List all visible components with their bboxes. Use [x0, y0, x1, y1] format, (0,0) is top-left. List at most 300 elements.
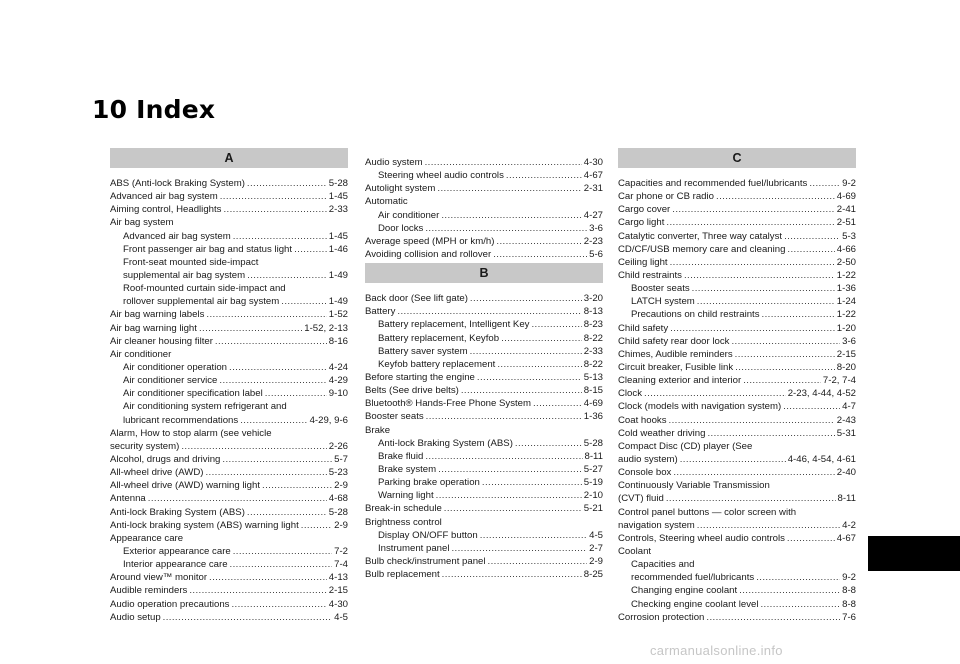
- entry-page-ref: 4-30: [583, 157, 603, 168]
- entry-page-ref: 3-6: [589, 222, 603, 234]
- entry-term: Appearance care: [110, 532, 184, 544]
- entry-page-ref: 4-5: [589, 529, 603, 541]
- index-entry: [365, 358, 603, 371]
- entry-page-ref: 5-28: [328, 178, 348, 189]
- entry-term: Cleaning exterior and interior: [618, 375, 742, 387]
- entry-page-ref: 8-15: [583, 385, 603, 397]
- entry-term: LATCH system: [631, 296, 695, 308]
- entry-term: Clock (models with navigation system): [618, 401, 782, 413]
- index-entry: [365, 529, 603, 542]
- entry-term: All-wheel drive (AWD): [110, 467, 204, 479]
- dot-leader: [426, 410, 582, 423]
- index-entry: [618, 243, 856, 256]
- entry-term: Audio system: [365, 157, 423, 168]
- entry-page-ref: 2-51: [836, 217, 856, 229]
- dot-leader: [482, 476, 582, 489]
- entry-page-ref: 2-31: [583, 183, 603, 195]
- index-entry: [618, 308, 856, 321]
- dot-leader: [148, 492, 327, 505]
- entry-term: Aiming control, Headlights: [110, 204, 222, 216]
- entry-term: Alcohol, drugs and driving: [110, 453, 221, 465]
- entry-term: Child safety: [618, 322, 669, 334]
- dot-leader: [533, 397, 582, 410]
- index-entry: [365, 156, 603, 169]
- entry-term: Battery replacement, Intelligent Key: [378, 319, 530, 331]
- entry-term: Cargo cover: [618, 204, 671, 216]
- index-entry: [110, 558, 348, 571]
- entry-page-ref: 8-25: [583, 569, 603, 581]
- entry-term: CD/CF/USB memory care and cleaning: [618, 243, 786, 255]
- index-heading: [618, 558, 856, 571]
- entry-term: Compact Disc (CD) player (See: [618, 440, 753, 452]
- entry-page-ref: 5-28: [328, 506, 348, 518]
- entry-page-ref: 5-27: [583, 463, 603, 475]
- index-entry: [365, 384, 603, 397]
- index-entry: [365, 292, 603, 305]
- entry-term: Average speed (MPH or km/h): [365, 235, 495, 247]
- index-entry: [110, 177, 348, 190]
- entry-page-ref: 1-36: [583, 411, 603, 423]
- dot-leader: [451, 542, 587, 555]
- entry-term: Bulb replacement: [365, 569, 440, 581]
- entry-page-ref: 8-22: [583, 358, 603, 370]
- section-header: C: [618, 148, 856, 168]
- dot-leader: [531, 318, 581, 331]
- index-entry: [110, 295, 348, 308]
- entry-term: security system): [110, 440, 180, 452]
- entry-term: Alarm, How to stop alarm (see vehicle: [110, 427, 272, 439]
- dot-leader: [501, 332, 582, 345]
- section-header: B: [365, 263, 603, 283]
- index-entry: [618, 269, 856, 282]
- dot-leader: [506, 169, 582, 182]
- index-entry: [110, 545, 348, 558]
- index-entry: [618, 230, 856, 243]
- entry-page-ref: 5-19: [583, 477, 603, 489]
- entry-term: Brightness control: [365, 516, 442, 528]
- dot-leader: [206, 308, 326, 321]
- entry-term: supplemental air bag system: [123, 269, 246, 281]
- page-title: 10 Index: [92, 95, 216, 124]
- entry-page-ref: 2-7: [589, 542, 603, 554]
- index-entry: [618, 611, 856, 624]
- index-heading: [110, 256, 348, 269]
- entry-term: Precautions on child restraints: [631, 309, 760, 321]
- dot-leader: [438, 463, 582, 476]
- index-entry: [365, 410, 603, 423]
- entry-page-ref: 4-5: [334, 611, 348, 623]
- index-entry: [110, 387, 348, 400]
- entry-page-ref: 2-50: [836, 256, 856, 268]
- index-column-2: [365, 156, 603, 581]
- index-entry: [618, 282, 856, 295]
- index-entry: [365, 305, 603, 318]
- entry-term: Air conditioner: [110, 348, 172, 360]
- entry-page-ref: 4-66: [836, 243, 856, 255]
- dot-leader: [294, 243, 327, 256]
- entry-term: Parking brake operation: [378, 477, 480, 489]
- index-heading: [110, 348, 348, 361]
- index-entry: [110, 506, 348, 519]
- dot-leader: [425, 156, 582, 169]
- index-heading: [365, 195, 603, 208]
- index-entry: [110, 479, 348, 492]
- index-entry: [365, 182, 603, 195]
- entry-page-ref: 2-23, 4-44, 4-52: [787, 388, 856, 400]
- entry-term: Circuit breaker, Fusible link: [618, 361, 734, 373]
- entry-page-ref: 8-11: [584, 450, 603, 462]
- index-heading: [110, 427, 348, 440]
- index-entry: [110, 571, 348, 584]
- dot-leader: [809, 177, 840, 190]
- entry-page-ref: 5-23: [328, 467, 348, 479]
- index-entry: [365, 555, 603, 568]
- entry-page-ref: 2-33: [583, 345, 603, 357]
- dot-leader: [470, 345, 582, 358]
- dot-leader: [684, 269, 835, 282]
- dot-leader: [477, 371, 582, 384]
- chapter-tab-marker: [868, 536, 960, 571]
- index-entry: [365, 489, 603, 502]
- index-entry: [618, 203, 856, 216]
- index-entry: [618, 190, 856, 203]
- index-entry: [110, 466, 348, 479]
- dot-leader: [461, 384, 582, 397]
- entry-term: Clock: [618, 388, 642, 400]
- dot-leader: [669, 414, 835, 427]
- dot-leader: [247, 177, 327, 190]
- dot-leader: [644, 387, 786, 400]
- dot-leader: [231, 598, 326, 611]
- index-entry: [365, 345, 603, 358]
- entry-page-ref: 1-45: [328, 230, 348, 242]
- index-entry: [618, 177, 856, 190]
- entry-term: Advanced air bag system: [110, 191, 218, 203]
- dot-leader: [756, 571, 840, 584]
- entry-term: Battery saver system: [378, 345, 468, 357]
- entry-page-ref: 9-2: [842, 178, 856, 189]
- entry-term: audio system): [618, 453, 678, 465]
- entry-term: Brake: [365, 424, 391, 436]
- entry-term: Before starting the engine: [365, 371, 475, 383]
- entry-term: Warning light: [378, 490, 434, 502]
- index-entry: [110, 414, 348, 427]
- entry-page-ref: 5-31: [836, 427, 856, 439]
- entry-term: Air bag warning labels: [110, 309, 205, 321]
- index-entry: [110, 374, 348, 387]
- entry-term: Air cleaner housing filter: [110, 335, 213, 347]
- dot-leader: [265, 387, 327, 400]
- index-entry: [618, 414, 856, 427]
- entry-term: Antenna: [110, 493, 146, 505]
- index-entry: [618, 295, 856, 308]
- dot-leader: [692, 282, 835, 295]
- index-entry: [618, 361, 856, 374]
- entry-term: Bluetooth® Hands-Free Phone System: [365, 398, 531, 410]
- dot-leader: [666, 492, 836, 505]
- entry-page-ref: 2-9: [334, 480, 348, 492]
- entry-page-ref: 4-69: [836, 191, 856, 203]
- index-entry: [110, 598, 348, 611]
- index-entry: [110, 269, 348, 282]
- entry-page-ref: 4-68: [328, 493, 348, 505]
- index-entry: [365, 248, 603, 261]
- entry-page-ref: 4-2: [842, 519, 856, 531]
- index-entry: [365, 318, 603, 331]
- dot-leader: [219, 374, 326, 387]
- dot-leader: [240, 414, 307, 427]
- entry-page-ref: 8-13: [583, 306, 603, 318]
- index-entry: [618, 519, 856, 532]
- dot-leader: [205, 466, 326, 479]
- entry-page-ref: 7-6: [842, 611, 856, 623]
- index-entry: [618, 400, 856, 413]
- index-entry: [618, 584, 856, 597]
- dot-leader: [425, 450, 582, 463]
- dot-leader: [716, 190, 835, 203]
- index-heading: [365, 516, 603, 529]
- entry-term: Brake system: [378, 463, 437, 475]
- index-entry: [110, 335, 348, 348]
- entry-term: Continuously Variable Transmission: [618, 480, 770, 492]
- section-header: A: [110, 148, 348, 168]
- index-entry: [365, 332, 603, 345]
- entry-term: Booster seats: [365, 411, 424, 423]
- entry-term: Audio operation precautions: [110, 598, 230, 610]
- index-entry: [365, 397, 603, 410]
- dot-leader: [783, 400, 840, 413]
- index-entry: [365, 476, 603, 489]
- entry-page-ref: 8-20: [836, 361, 856, 373]
- index-entry: [365, 371, 603, 384]
- index-entry: [618, 322, 856, 335]
- dot-leader: [397, 305, 581, 318]
- index-entry: [110, 611, 348, 624]
- entry-term: Controls, Steering wheel audio controls: [618, 532, 785, 544]
- index-entry: [365, 437, 603, 450]
- entry-term: rollover supplemental air bag system: [123, 296, 280, 308]
- index-heading: [365, 424, 603, 437]
- index-heading: [110, 282, 348, 295]
- entry-term: Roof-mounted curtain side-impact and: [123, 283, 286, 295]
- entry-page-ref: 4-29, 9-6: [309, 414, 348, 426]
- dot-leader: [262, 479, 332, 492]
- index-entry: [618, 427, 856, 440]
- index-entry: [618, 256, 856, 269]
- entry-page-ref: 2-23: [583, 235, 603, 247]
- entry-term: Bulb check/instrument panel: [365, 555, 486, 567]
- dot-leader: [281, 295, 327, 308]
- entry-page-ref: 1-46: [328, 243, 348, 255]
- dot-leader: [787, 243, 834, 256]
- entry-page-ref: 4-67: [583, 170, 603, 182]
- dot-leader: [199, 322, 302, 335]
- entry-page-ref: 8-11: [837, 493, 856, 505]
- dot-leader: [436, 489, 582, 502]
- dot-leader: [493, 248, 587, 261]
- entry-page-ref: 2-10: [583, 490, 603, 502]
- entry-page-ref: 9-2: [842, 572, 856, 584]
- entry-term: Air conditioning system refrigerant and: [123, 401, 287, 413]
- dot-leader: [739, 584, 840, 597]
- entry-page-ref: 3-6: [842, 335, 856, 347]
- dot-leader: [488, 555, 588, 568]
- entry-term: Car phone or CB radio: [618, 191, 714, 203]
- entry-page-ref: 4-67: [836, 532, 856, 544]
- index-entry: [110, 453, 348, 466]
- entry-term: Console box: [618, 467, 672, 479]
- entry-page-ref: 7-2, 7-4: [822, 375, 856, 387]
- index-entry: [110, 243, 348, 256]
- index-column-3: [618, 148, 856, 624]
- entry-term: Front passenger air bag and status light: [123, 243, 293, 255]
- dot-leader: [442, 568, 582, 581]
- entry-page-ref: 4-24: [328, 361, 348, 373]
- dot-leader: [707, 427, 834, 440]
- entry-page-ref: 4-29: [328, 375, 348, 387]
- dot-leader: [247, 269, 327, 282]
- entry-term: recommended fuel/lubricants: [631, 572, 755, 584]
- entry-term: Belts (See drive belts): [365, 385, 459, 397]
- entry-page-ref: 2-9: [334, 519, 348, 531]
- dot-leader: [220, 190, 327, 203]
- dot-leader: [441, 209, 581, 222]
- index-entry: [365, 222, 603, 235]
- entry-term: Interior appearance care: [123, 559, 228, 571]
- index-entry: [110, 584, 348, 597]
- entry-page-ref: 2-43: [836, 414, 856, 426]
- index-entry: [618, 216, 856, 229]
- entry-page-ref: 1-49: [328, 296, 348, 308]
- dot-leader: [670, 322, 835, 335]
- entry-page-ref: 8-8: [842, 585, 856, 597]
- index-heading: [618, 440, 856, 453]
- entry-term: Ceiling light: [618, 256, 668, 268]
- entry-page-ref: 1-52: [328, 309, 348, 321]
- entry-term: Avoiding collision and rollover: [365, 248, 492, 260]
- entry-term: lubricant recommendations: [123, 414, 239, 426]
- entry-page-ref: 5-3: [842, 230, 856, 242]
- entry-page-ref: 5-28: [583, 437, 603, 449]
- index-heading: [110, 532, 348, 545]
- index-entry: [110, 440, 348, 453]
- entry-page-ref: 2-41: [836, 204, 856, 216]
- entry-page-ref: 9-10: [328, 388, 348, 400]
- dot-leader: [760, 598, 840, 611]
- index-entry: [365, 235, 603, 248]
- entry-term: Instrument panel: [378, 542, 450, 554]
- index-entry: [365, 568, 603, 581]
- entry-page-ref: 8-23: [583, 319, 603, 331]
- index-entry: [110, 519, 348, 532]
- entry-term: Booster seats: [631, 283, 690, 295]
- index-entry: [110, 230, 348, 243]
- entry-page-ref: 8-8: [842, 598, 856, 610]
- dot-leader: [437, 182, 581, 195]
- entry-term: All-wheel drive (AWD) warning light: [110, 480, 260, 492]
- entry-page-ref: 2-9: [589, 555, 603, 567]
- index-heading: [110, 400, 348, 413]
- entry-term: Cold weather driving: [618, 427, 706, 439]
- entry-term: Exterior appearance care: [123, 545, 231, 557]
- entry-term: Battery replacement, Keyfob: [378, 332, 500, 344]
- entry-term: Steering wheel audio controls: [378, 170, 504, 182]
- entry-page-ref: 1-24: [836, 296, 856, 308]
- dot-leader: [731, 335, 840, 348]
- dot-leader: [784, 230, 840, 243]
- entry-term: Battery: [365, 306, 396, 318]
- entry-page-ref: 7-4: [334, 559, 348, 571]
- entry-term: Air bag warning light: [110, 322, 197, 334]
- dot-leader: [697, 295, 835, 308]
- entry-page-ref: 1-20: [836, 322, 856, 334]
- entry-term: Chimes, Audible reminders: [618, 348, 733, 360]
- dot-leader: [181, 440, 326, 453]
- entry-page-ref: 5-21: [583, 503, 603, 515]
- index-heading: [618, 545, 856, 558]
- entry-term: Automatic: [365, 196, 408, 208]
- index-entry: [110, 308, 348, 321]
- dot-leader: [497, 358, 581, 371]
- entry-page-ref: 8-16: [328, 335, 348, 347]
- dot-leader: [233, 230, 327, 243]
- entry-page-ref: 1-22: [836, 309, 856, 321]
- entry-page-ref: 4-7: [842, 401, 856, 413]
- dot-leader: [230, 558, 333, 571]
- index-entry: [365, 542, 603, 555]
- entry-term: Brake fluid: [378, 450, 424, 462]
- entry-term: Advanced air bag system: [123, 230, 231, 242]
- dot-leader: [672, 203, 835, 216]
- entry-term: Anti-lock Braking System (ABS): [378, 437, 513, 449]
- dot-leader: [480, 529, 587, 542]
- dot-leader: [787, 532, 835, 545]
- index-entry: [618, 348, 856, 361]
- index-heading: [110, 216, 348, 229]
- entry-page-ref: 4-13: [328, 572, 348, 584]
- index-entry: [110, 492, 348, 505]
- dot-leader: [163, 611, 332, 624]
- index-entry: [110, 203, 348, 216]
- dot-leader: [247, 506, 327, 519]
- dot-leader: [215, 335, 327, 348]
- dot-leader: [209, 571, 327, 584]
- entry-term: Audible reminders: [110, 585, 188, 597]
- entry-term: Control panel buttons — color screen with: [618, 506, 797, 518]
- index-entry: [618, 453, 856, 466]
- index-entry: [110, 322, 348, 335]
- entry-term: Audio setup: [110, 611, 161, 623]
- index-entry: [618, 387, 856, 400]
- dot-leader: [670, 256, 835, 269]
- entry-page-ref: 1-36: [836, 283, 856, 295]
- entry-term: Child restraints: [618, 269, 682, 281]
- entry-page-ref: 5-7: [334, 453, 348, 465]
- entry-page-ref: 3-20: [583, 293, 603, 305]
- entry-term: Keyfob battery replacement: [378, 358, 496, 370]
- index-entry: [618, 335, 856, 348]
- index-column-1: [110, 148, 348, 624]
- entry-term: Air conditioner service: [123, 375, 218, 387]
- entry-page-ref: 4-30: [328, 598, 348, 610]
- entry-term: Catalytic converter, Three way catalyst: [618, 230, 783, 242]
- entry-term: navigation system: [618, 519, 695, 531]
- entry-page-ref: 5-13: [583, 371, 603, 383]
- dot-leader: [735, 361, 835, 374]
- index-heading: [618, 479, 856, 492]
- entry-page-ref: 1-22: [836, 269, 856, 281]
- index-entry: [365, 463, 603, 476]
